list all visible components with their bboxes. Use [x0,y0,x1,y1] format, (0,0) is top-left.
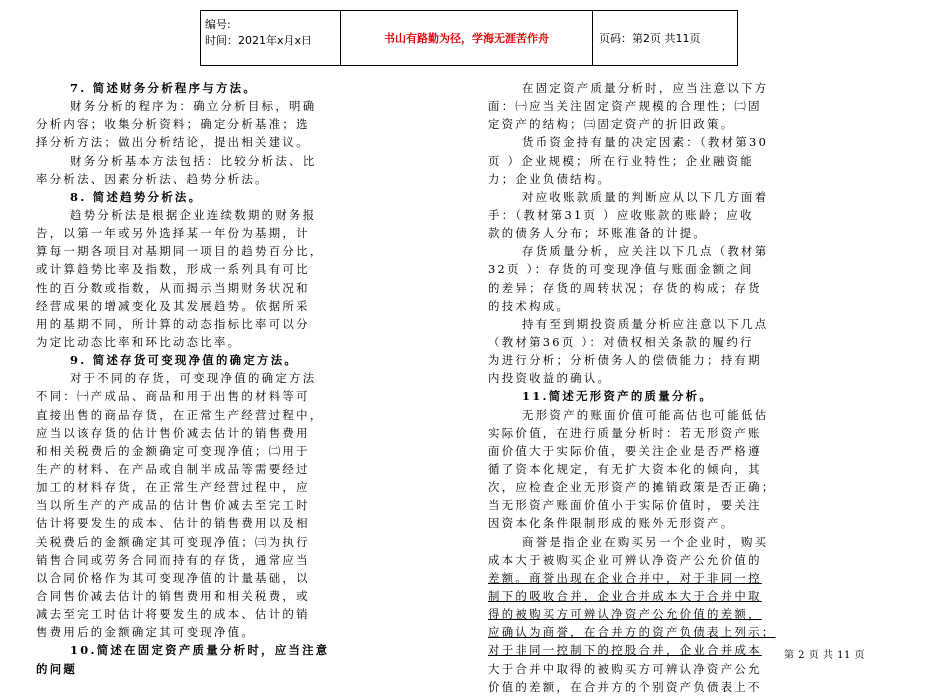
text-line: 当无形资产账面价值小于实际价值时，要关注 [488,498,762,513]
heading-q7: 7. 简述财务分析程序与方法。 [70,81,258,95]
text-line: 次，应检查企业无形资产的摊销政策是否正确； [488,480,776,495]
text-line: 应当以该存货的估计售价减去估计的销售费用 [36,425,310,440]
text-line: 和相关税费后的金额确定可变现净值；㈡用于 [36,443,310,458]
text-line: 制下的吸收合并，企业合并成本大于合并中取 [488,588,762,603]
text-line: （教材第36页 ）：对债权相关条款的履约行 [488,334,754,349]
text-line: 率分析法、因素分析法、趋势分析法。 [36,171,269,186]
text-line: 性的百分数或指数，从而揭示当期财务状况和 [36,280,310,295]
text-line: 面：㈠应当关注固定资产规模的合理性；㈡固 [488,99,762,114]
heading-q10-cont: 的问题 [36,661,78,676]
text-line: 财务分析的程序为：确立分析目标，明确 [70,99,317,114]
text-line: 持有至到期投资质量分析应注意以下几点 [522,316,769,331]
text-line: 因资本化条件限制形成的账外无形资产。 [488,516,735,531]
text-line: 为进行分析；分析债务人的偿债能力；持有期 [488,353,762,368]
text-line: 款的债务人分布；坏账准备的计提。 [488,226,708,241]
text-line: 存货质量分析，应关注以下几点（教材第 [522,244,769,259]
text-line: 趋势分析法是根据企业连续数期的财务报 [70,207,317,222]
text-line: 面价值大于实际价值，要关注企业是否严格遵 [488,443,762,458]
text-line: 财务分析基本方法包括：比较分析法、比 [70,153,317,168]
text-line: 生产的材料、在产品或自制半成品等需要经过 [36,461,310,476]
text-line: 得的被购买方可辨认净资产公允价值的差额， [488,607,762,622]
text-line: 力；企业负债结构。 [488,171,612,186]
text-line: 算每一期各项目对基期同一项目的趋势百分比， [36,244,324,259]
header-motto: 书山有路勤为径，学海无涯苦作舟 [341,11,593,65]
text-line: 关税费后的金额确定其可变现净值；㈢为执行 [36,534,310,549]
text-line: 大于合并中取得的被购买方可辨认净资产公允 [488,661,762,676]
text-line: 在固定资产质量分析时，应当注意以下方 [522,81,769,95]
doc-time-label: 时间：2021年x月x日 [205,34,313,47]
text-line: 页 ）企业规模；所在行业特性；企业融资能 [488,153,755,168]
text-line: 减去至完工时估计将要发生的成本、估计的销 [36,607,310,622]
header-meta [201,11,341,65]
text-line: 不同：㈠产成品、商品和用于出售的材料等可 [36,389,310,404]
text-line: 经营成果的增减变化及其发展趋势。依据所采 [36,298,310,313]
text-line: 择分析方法；做出分析结论，提出相关建议。 [36,135,310,150]
heading-q11: 11.简述无形资产的质量分析。 [522,389,714,404]
text-line: 或计算趋势比率及指数，形成一系列具有可比 [36,262,310,277]
page-header [200,10,738,66]
text-line: 定资产的结构；㈢固定资产的折旧政策。 [488,117,735,132]
text-line: 以合同价格作为其可变现净值的计量基础，以 [36,570,310,585]
text-line: 货币资金持有量的决定因素：（教材第30 [522,135,769,150]
text-line: 循了资本化规定，有无扩大资本化的倾向，其 [488,461,762,476]
text-line: 分析内容；收集分析资料；确定分析基准；选 [36,117,310,132]
text-line: 价值的差额，在合并方的个别资产负债表上不 [488,679,762,694]
left-column [36,79,451,678]
text-line: 用的基期不同，所计算的动态指标比率可以分 [36,316,310,331]
page-footer: 第 2 页 共 11 页 [784,650,865,661]
text-line: 成本大于被购买企业可辨认净资产公允价值的 [488,552,762,567]
text-line: 应确认为商誉，在合并方的资产负债表上列示； [488,625,776,640]
text-line: 无形资产的账面价值可能高估也可能低估 [522,407,769,422]
heading-q10: 10.简述在固定资产质量分析时，应当注意 [70,643,330,658]
heading-q8: 8. 简述趋势分析法。 [70,189,203,204]
text-line: 当以所生产的产成品的估计售价减去至完工时 [36,498,310,513]
text-line: 对于非同一控制下的控股合并，企业合并成本 [488,643,762,658]
text-line: 差额。商誉出现在企业合并中，对于非同一控 [488,570,762,585]
doc-number-label: 编号: [205,18,231,31]
text-line: 加工的材料存货，在正常生产经营过程中，应 [36,480,310,495]
text-line: 实际价值，在进行质量分析时：若无形资产账 [488,425,762,440]
text-line: 内投资收益的确认。 [488,371,612,386]
text-line: 的差异；存货的周转状况；存货的构成；存货 [488,280,762,295]
text-line: 销售合同或劳务合同而持有的存货，通常应当 [36,552,310,567]
text-line: 合同售价减去估计的销售费用和相关税费，或 [36,588,310,603]
right-column [488,79,913,696]
heading-q9: 9. 简述存货可变现净值的确定方法。 [70,353,299,368]
text-line: 估计将要发生的成本、估计的销售费用以及相 [36,516,310,531]
text-line: 对应收账款质量的判断应从以下几方面着 [522,189,769,204]
text-line: 32页 ）：存货的可变现净值与账面金额之间 [488,262,754,277]
text-line: 直接出售的商品存货，在正常生产经营过程中， [36,407,324,422]
text-line: 商誉是指企业在购买另一个企业时，购买 [522,534,769,549]
text-line: 的技术构成。 [488,298,571,313]
text-line: 售费用后的金额确定其可变现净值。 [36,625,256,640]
text-line: 手：（教材第31页 ）应收账款的账龄；应收 [488,207,754,222]
text-line: 为定比动态比率和环比动态比率。 [36,334,242,349]
text-line: 对于不同的存货，可变现净值的确定方法 [70,371,317,386]
header-page-info: 页码：第2页 共11页 [599,32,701,45]
text-line: 告，以第一年或另外选择某一年份为基期，计 [36,226,310,241]
